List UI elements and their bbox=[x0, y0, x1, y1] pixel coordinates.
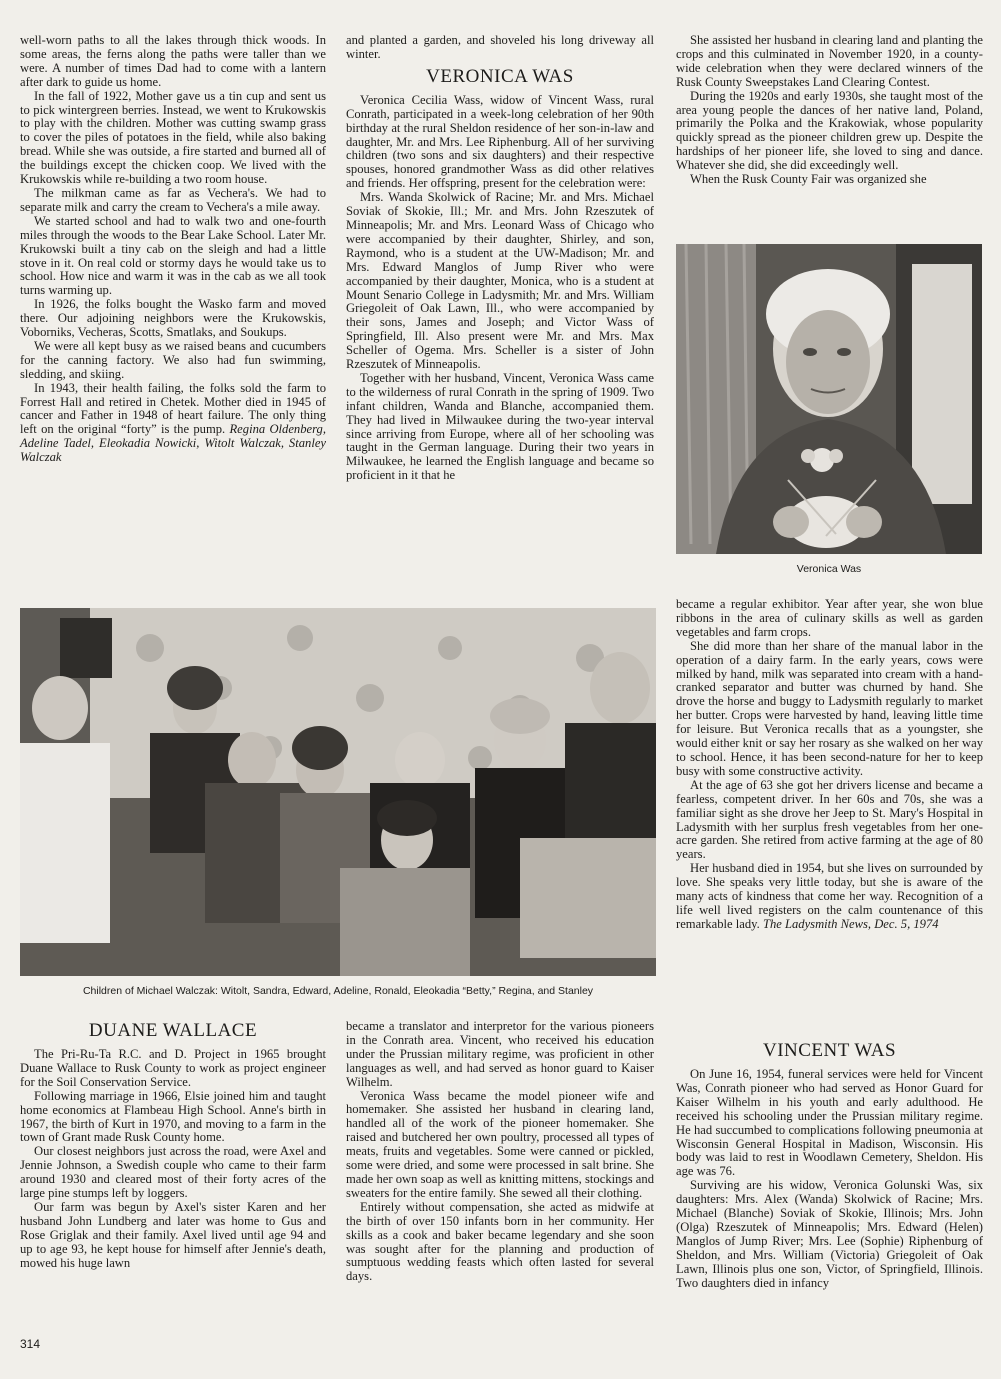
paragraph bbox=[20, 382, 326, 465]
paragraph: The Pri-Ru-Ta R.C. and D. Project in 1965 brought Duane Wallace to Rusk County to work as project engineer for the Soil Conservation Service. bbox=[20, 1047, 326, 1089]
family-illustration bbox=[20, 608, 656, 976]
paragraph: We started school and had to walk two and one-fourth miles through the woods to the Bear Lake School. Later Mr. Krukowski built a tiny cab on the sleigh and had a little stove in it. On real cold or stormy days he would take us to school. How nice and warm it was in the cab as we all took turns warming up. bbox=[20, 213, 326, 298]
paragraph: Veronica Cecilia Wass, widow of Vincent Wass, rural Conrath, participated in a week-long celebration of her 90th birthday at the rural Sheldon residence of her son-in-law and daughter, Mr. and Mrs. Lee Riphenburg. All of her surviving children (two sons and six daughters) and their respective spouses, honored grandmother Wass as did other relatives and friends. Her offspring, present for the celebration were: bbox=[346, 92, 654, 191]
paragraph-text: In 1943, their health failing, the folks sold the farm to Forrest Hall and retired in Chetek. Mother died in 1945 of cancer and Father in 1948 of heart failure. The only thing left on the original “forty” is the pump. bbox=[20, 380, 326, 437]
paragraph bbox=[676, 862, 983, 932]
paragraph: Entirely without compensation, she acted as midwife at the birth of over 150 infants born in her community. Her skills as a cook and baker became legendary and she soon was sought after for the planning and production of sumptuous wedding feasts which often lasted for several days. bbox=[346, 1199, 654, 1284]
col3-top-text bbox=[676, 34, 983, 187]
veronica-photo-caption: Veronica Was bbox=[796, 563, 862, 575]
paragraph: and planted a garden, and shoveled his long driveway all winter. bbox=[346, 33, 654, 61]
paragraph: Veronica Wass became the model pioneer wife and homemaker. She assisted her husband in clearing land, handled all of the work of the pioneer homemaker. She raised and butchered her own poultry, processed all types of meats, fruits and vegetables. Some were canned or pickled, some were dried, and some were processed in salt brine. She made her own soap as well as knitting mittens, stockings and sweaters for the entire family. She sewed all their clothing. bbox=[346, 1088, 654, 1200]
paragraph-text: Her husband died in 1954, but she lives on surrounded by love. She speaks very little today, but she is aware of the many acts of kindness that come her way. Recognition of a life well lived registers on the calm countenance of this remarkable lady. bbox=[676, 861, 983, 931]
col3-mid-text bbox=[676, 598, 983, 932]
col2-top-text bbox=[346, 34, 654, 483]
paragraph: Our farm was begun by Axel's sister Karen and her husband John Lundberg and later was home to Gus and Rose Griglak and their family. Axel lived until age 94 and up to age 93, he kept house for himself after Jennie's death, mowed his huge lawn bbox=[20, 1199, 326, 1270]
paragraph: well-worn paths to all the lakes through thick woods. In some areas, the ferns along the paths were taller than we were. A number of times Dad had to come with a lantern after dark to guide us home. bbox=[20, 33, 326, 89]
page-number: 314 bbox=[20, 1337, 41, 1351]
paragraph: Following marriage in 1966, Elsie joined him and taught home economics at Flambeau High School. Anne's birth in 1967, the birth of Kurt in 1970, and moving to a farm in the town of Grant made Rusk County home. bbox=[20, 1088, 326, 1145]
paragraph: Mrs. Wanda Skolwick of Racine; Mr. and Mrs. Michael Soviak of Skokie, Ill.; Mr. and Mrs. John Rzeszutek of Minneapolis; Mr. and Mrs. Leonard Wass of Chicago who were accompanied by their daughter, Shirley, and son, Raymond, who is a student at the UW-Madison; Mr. and Mrs. Edward Manglos of Jump River who were accompanied by their daughter, Monica, who is a student at Mount Senario College in Ladysmith; Mr. and Mrs. William Griegoleit of Oak Lawn, Ill., who were accompanied by their sons, James and Joseph; and Victor Wass of Springfield, Ill. Also present were Mr. and Mrs. Max Scheller of Ogema. Mrs. Scheller is a sister of John Rzeszutek of Minneapolis. bbox=[346, 190, 654, 372]
paragraph: became a regular exhibitor. Year after year, she won blue ribbons in the area of culinary skills as well as garden vegetables and farm crops. bbox=[676, 597, 983, 639]
signature: Regina Oldenberg, Adeline Tadel, Eleokadia Nowicki, Witolt Walczak, Stanley Walczak bbox=[20, 422, 326, 465]
paragraph: When the Rusk County Fair was organized she bbox=[690, 172, 927, 187]
col1-top-text bbox=[20, 34, 326, 465]
duane-wallace-heading: DUANE WALLACE bbox=[88, 1020, 258, 1041]
paragraph: During the 1920s and early 1930s, she taught most of the area young people the dances of her native land, Poland, primarily the Polka and the Krakowiak, whose popularity quickly spread as the pioneer children grew up. Despite the hardships of her pioneer life, she loved to sing and dance. Whatever she did, she did exceedingly well. bbox=[676, 88, 983, 173]
veronica-was-heading: VERONICA WAS bbox=[426, 65, 574, 87]
walczak-family-photo bbox=[20, 608, 656, 976]
paragraph: She did more than her share of the manual labor in the operation of a dairy farm. In the early years, cows were milked by hand, milk was separated into cream with a hand-cranked separator and butter was churned by hand. She drove the horse and buggy to Ladysmith regularly to market her butter. Crops were harvested by hand, leaving little time for leisure. But Veronica recalls that as a youngster, she would either knit or say her rosary as she walked on her way to school. Hence, it has been second-nature for her to keep busy with some constructive activity. bbox=[676, 638, 983, 778]
paragraph: Surviving are his widow, Veronica Golunski Was, six daughters: Mrs. Alex (Wanda) Skolwick of Racine; Mrs. Michael (Blanche) Soviak of Skokie, Illinois; Mrs. John (Olga) Rzeszutek of Minneapolis; Mrs. Edward (Helen) Manglos of Jump River; Mrs. Lee (Sophie) Riphenburg of Sheldon, and Mrs. William (Victoria) Griegoleit of Oak Lawn, Illinois plus one son, Victor, of Springfield, Illinois. Two daughters died in infancy bbox=[676, 1178, 983, 1290]
family-photo-caption: Children of Michael Walczak: Witolt, Sandra, Edward, Adeline, Ronald, Eleokadia “Betty,” Regina, and Stanley bbox=[82, 985, 594, 997]
portrait-illustration bbox=[676, 244, 982, 554]
paragraph: Our closest neighbors just across the road, were Axel and Jennie Johnson, a Swedish couple who came to their farm around 1930 and cleared most of their forty acres of the large pine stumps left by loggers. bbox=[20, 1144, 326, 1201]
paragraph: In the fall of 1922, Mother gave us a tin cup and sent us to pick wintergreen berries. Instead, we went to Krukowskis to play with the children. Mother was cutting swamp grass to cover the piles of potatoes in the field, while also baking bread. While she was outside, a fire started and burned all of the buildings except the chicken coop. We lived with the Krukowskis while re-building a two room house. bbox=[20, 88, 326, 187]
paragraph: became a translator and interpretor for the various pioneers in the Conrath area. Vincent, who received his education under the Prussian military regime, was proficient in other languages as well, and had served as honor guard to Kaiser Wilhelm. bbox=[346, 1019, 654, 1089]
paragraph: We were all kept busy as we raised beans and cucumbers for the canning factory. We also had fun swimming, sledding, and skiing. bbox=[20, 338, 326, 381]
duane-wallace-section bbox=[20, 1016, 326, 1271]
signature: The Ladysmith News, Dec. 5, 1974 bbox=[762, 916, 939, 931]
paragraph: In 1926, the folks bought the Wasko farm and moved there. Our adjoining neighbors were the Krukowskis, Voborniks, Vecheras, Scotts, Smatlaks, and Soukups. bbox=[20, 297, 326, 340]
col2-bottom-text bbox=[346, 1020, 654, 1284]
paragraph: The milkman came as far as Vechera's. We had to separate milk and carry the cream to Vechera's a mile away. bbox=[20, 185, 326, 214]
vincent-was-heading: VINCENT WAS bbox=[762, 1040, 897, 1061]
paragraph: Together with her husband, Vincent, Veronica Wass came to the wilderness of rural Conrath in the spring of 1909. Two infant children, Wanda and Blanche, accompanied them. They had lived in Milwaukee during the two-year interval since arriving from Europe, where all of her schooling was taught in the German language. During their two years in Milwaukee, he learned the English language and became so proficient in it that he bbox=[346, 370, 654, 483]
paragraph: On June 16, 1954, funeral services were held for Vincent Was, Conrath pioneer who had served as Honor Guard for Kaiser Wilhelm in his youth and early adulthood. He received his schooling under the Prussian military regime. He had succumbed to complications following pneumonia at Wisconsin General Hospital in Madison, Wisconsin. His body was laid to rest in Woodlawn Cemetery, Sheldon. His age was 76. bbox=[676, 1067, 983, 1179]
veronica-was-photo bbox=[676, 244, 982, 554]
vincent-was-section bbox=[676, 1036, 983, 1291]
paragraph: She assisted her husband in clearing land and planting the crops and this culminated in November 1920, in a county-wide celebration when they were declared winners of the Rusk County Sweepstakes Land Clearing Contest. bbox=[676, 33, 983, 89]
paragraph: At the age of 63 she got her drivers license and became a fearless, competent driver. In her 60s and 70s, she was a familiar sight as she drove her Jeep to St. Mary's Hospital in Ladysmith with her surplus fresh vegetables from her one-acre garden. She retired from active farming at the age of 80 years. bbox=[676, 777, 983, 862]
